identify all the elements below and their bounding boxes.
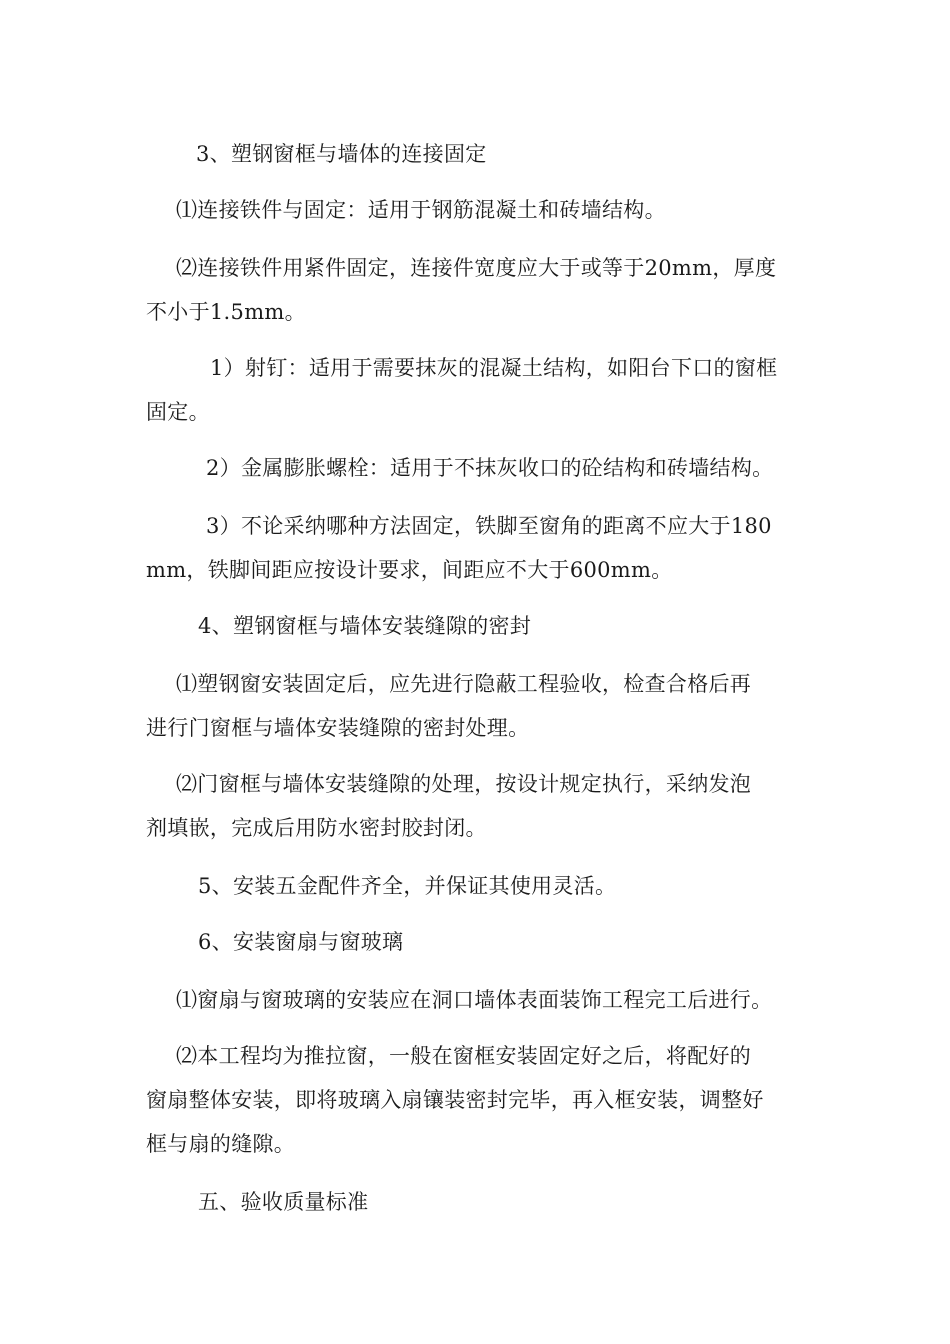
paragraph-line: 窗扇整体安装，即将玻璃入扇镶装密封完毕，再入框安装，调整好	[146, 1088, 764, 1112]
paragraph-line: 框与扇的缝隙。	[146, 1132, 296, 1156]
paragraph-line: ⑴连接铁件与固定：适用于钢筋混凝土和砖墙结构。	[176, 198, 666, 222]
section-heading: 4、塑钢窗框与墙体安装缝隙的密封	[198, 614, 532, 638]
paragraph-line: ⑵连接铁件用紧件固定，连接件宽度应大于或等于20mm，厚度	[176, 256, 777, 280]
paragraph-line: 3）不论采纳哪种方法固定，铁脚至窗角的距离不应大于180	[206, 514, 772, 538]
paragraph-line: 进行门窗框与墙体安装缝隙的密封处理。	[146, 716, 530, 740]
paragraph-line: 1）射钉：适用于需要抹灰的混凝土结构，如阳台下口的窗框	[210, 356, 778, 380]
paragraph-line: ⑵本工程均为推拉窗，一般在窗框安装固定好之后，将配好的	[176, 1044, 752, 1068]
paragraph-line: ⑵门窗框与墙体安装缝隙的处理，按设计规定执行，采纳发泡	[176, 772, 752, 796]
chapter-heading: 五、验收质量标准	[198, 1190, 369, 1214]
section-heading: 5、安装五金配件齐全，并保证其使用灵活。	[198, 874, 617, 898]
section-heading: 3、塑钢窗框与墙体的连接固定	[196, 142, 487, 166]
paragraph-line: 不小于1.5mm。	[146, 300, 306, 324]
section-heading: 6、安装窗扇与窗玻璃	[198, 930, 404, 954]
paragraph-line: mm，铁脚间距应按设计要求，间距应不大于600mm。	[146, 558, 673, 582]
paragraph-line: ⑴塑钢窗安装固定后，应先进行隐蔽工程验收，检查合格后再	[176, 672, 752, 696]
paragraph-line: ⑴窗扇与窗玻璃的安装应在洞口墙体表面装饰工程完工后进行。	[176, 988, 773, 1012]
paragraph-line: 剂填嵌，完成后用防水密封胶封闭。	[146, 816, 487, 840]
paragraph-line: 2）金属膨胀螺栓：适用于不抹灰收口的砼结构和砖墙结构。	[206, 456, 774, 480]
paragraph-line: 固定。	[146, 400, 210, 424]
